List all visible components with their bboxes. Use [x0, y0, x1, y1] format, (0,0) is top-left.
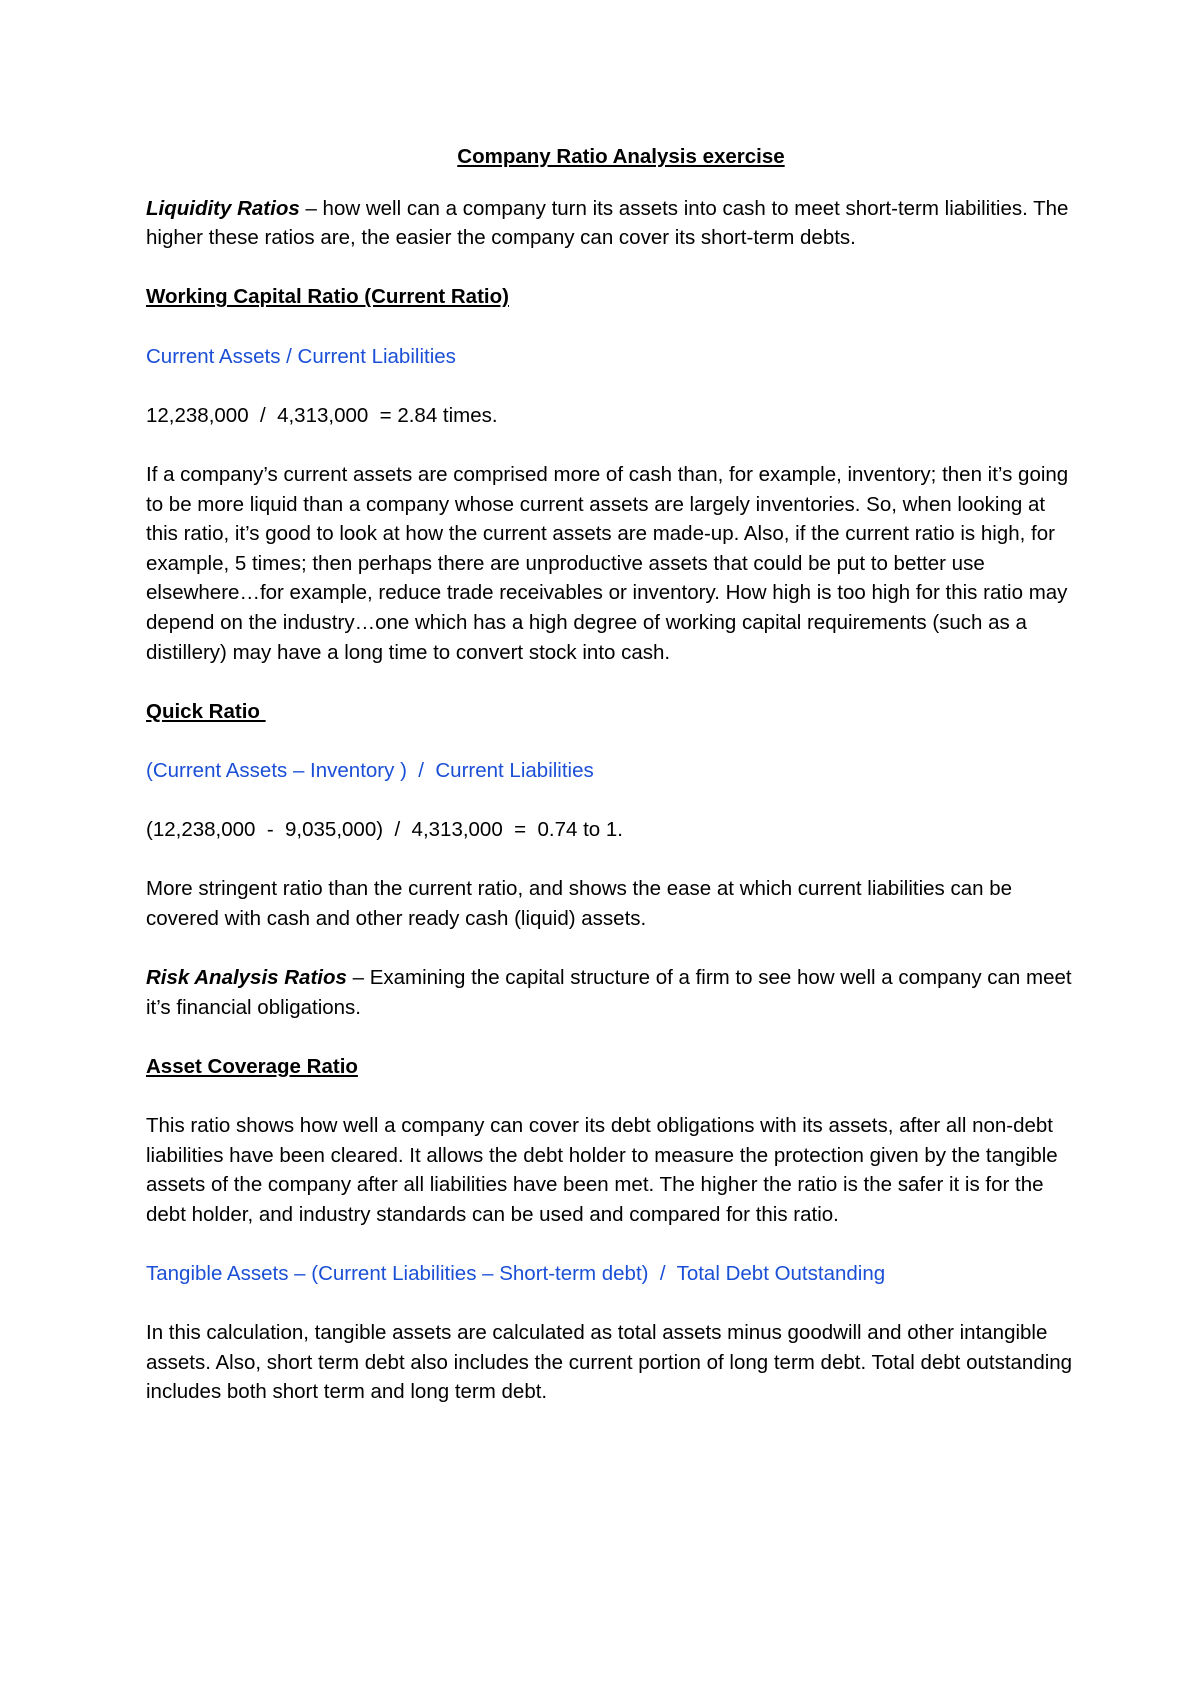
- risk-intro: [146, 963, 1076, 1022]
- working-capital-calculation: 12,238,000 / 4,313,000 = 2.84 times.: [146, 403, 498, 427]
- document-title: Company Ratio Analysis exercise: [457, 145, 785, 168]
- liquidity-text: – how well can a company turn its assets into cash to meet short-term liabilities. The higher these ratios are, the easier the company can cover its short-term debts.: [146, 196, 1069, 250]
- risk-text: – Examining the capital structure of a firm to see how well a company can meet it’s financial obligations.: [146, 966, 1072, 1019]
- quick-ratio-calculation: (12,238,000 - 9,035,000) / 4,313,000 = 0.74 to 1.: [146, 818, 623, 842]
- liquidity-label: Liquidity Ratios: [146, 196, 300, 220]
- working-capital-formula: Current Assets / Current Liabilities: [146, 344, 456, 368]
- asset-coverage-explanation: This ratio shows how well a company can cover its debt obligations with its assets, after all non-debt liabilities have been cleared. It allows the debt holder to measure the protection given by the tangible assets of the company after all liabilities have been met. The higher the ratio is the safer it is for the debt holder, and industry standards can be used and compared for this ratio.: [146, 1114, 1058, 1226]
- quick-ratio-formula: (Current Assets – Inventory ) / Current Liabilities: [146, 758, 594, 782]
- quick-ratio-explanation: More stringent ratio than the current ratio, and shows the ease at which current liabilities can be covered with cash and other ready cash (liquid) assets.: [146, 877, 1013, 930]
- liquidity-intro: [146, 194, 1076, 253]
- quick-ratio-heading: Quick Ratio: [146, 699, 266, 723]
- asset-coverage-heading: Asset Coverage Ratio: [146, 1054, 358, 1078]
- working-capital-heading: Working Capital Ratio (Current Ratio): [146, 285, 509, 309]
- risk-label: Risk Analysis Ratios: [146, 966, 347, 990]
- asset-coverage-formula: Tangible Assets – (Current Liabilities – Short-term debt) / Total Debt Outstanding: [146, 1261, 886, 1285]
- asset-coverage-note: In this calculation, tangible assets are calculated as total assets minus goodwill and other intangible assets. Also, short term debt also includes the current portion of long term debt. Total debt outstanding includes both short term and long term debt.: [146, 1321, 1073, 1404]
- working-capital-explanation: If a company’s current assets are comprised more of cash than, for example, inventory; then it’s going to be more liquid than a company whose current assets are largely inventories. So, when looking at this ratio, it’s good to look at how the current assets are made-up. Also, if the current ratio is high, for example, 5 times; then perhaps there are unproductive assets that could be put to better use elsewhere…for example, reduce trade receivables or inventory. How high is too high for this ratio may depend on the industry…one which has a high degree of working capital requirements (such as a distillery) may have a long time to convert stock into cash.: [146, 462, 1069, 664]
- document-page: [146, 142, 1076, 1437]
